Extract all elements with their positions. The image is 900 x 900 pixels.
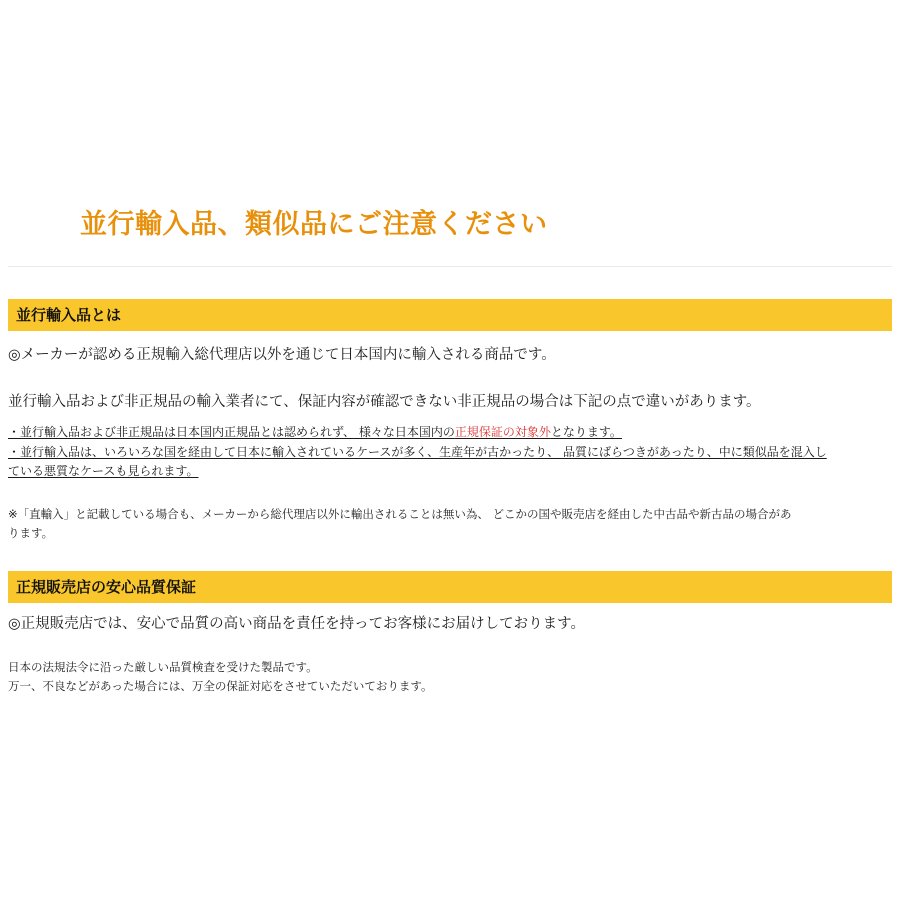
warranty-exclusion-highlight: 正規保証の対象外 (454, 425, 551, 439)
section1-intro: ◎メーカーが認める正規輸入総代理店以外を通じて日本国内に輸入される商品です。 (8, 347, 556, 363)
title-divider (8, 266, 892, 267)
section1-bullet-2-line-2: ている悪質なケースも見られます。 (8, 464, 199, 478)
page-title: 並行輸入品、類似品にご注意ください (80, 209, 548, 240)
bullet1-text-after: となります。 (550, 425, 622, 439)
section1-bullet-1 (8, 423, 622, 440)
section2-intro: ◎正規販売店では、安心で品質の高い商品を責任を持ってお客様にお届けしております。 (8, 616, 585, 632)
section2-line-2: 万一、不良などがあった場合には、万全の保証対応をさせていただいております。 (8, 679, 433, 693)
section1-bullet-2-line-1: ・並行輸入品は、いろいろな国を経由して日本に輸入されているケースが多く、生産年が古かったり、 品質にばらつきがあったり、中に類似品を混入し (8, 445, 827, 459)
section2-line-1: 日本の法規法令に沿った厳しい品質検査を受けた製品です。 (8, 660, 318, 674)
section-header-authorized-dealer: 正規販売店の安心品質保証 (8, 571, 892, 603)
section-header-parallel-import: 並行輸入品とは (8, 299, 892, 331)
section1-note-line-1: ※「直輸入」と記載している場合も、メーカーから総代理店以外に輸出されることは無い為、 どこかの国や販売店を経由した中古品や新古品の場合があ (8, 507, 792, 521)
bullet1-text-before: ・並行輸入品および非正規品は日本国内正規品とは認められず、 様々な日本国内の (8, 425, 455, 439)
section1-paragraph: 並行輸入品および非正規品の輸入業者にて、保証内容が確認できない非正規品の場合は下記の点で違いがあります。 (8, 394, 761, 410)
section1-note-line-2: ります。 (8, 526, 54, 540)
